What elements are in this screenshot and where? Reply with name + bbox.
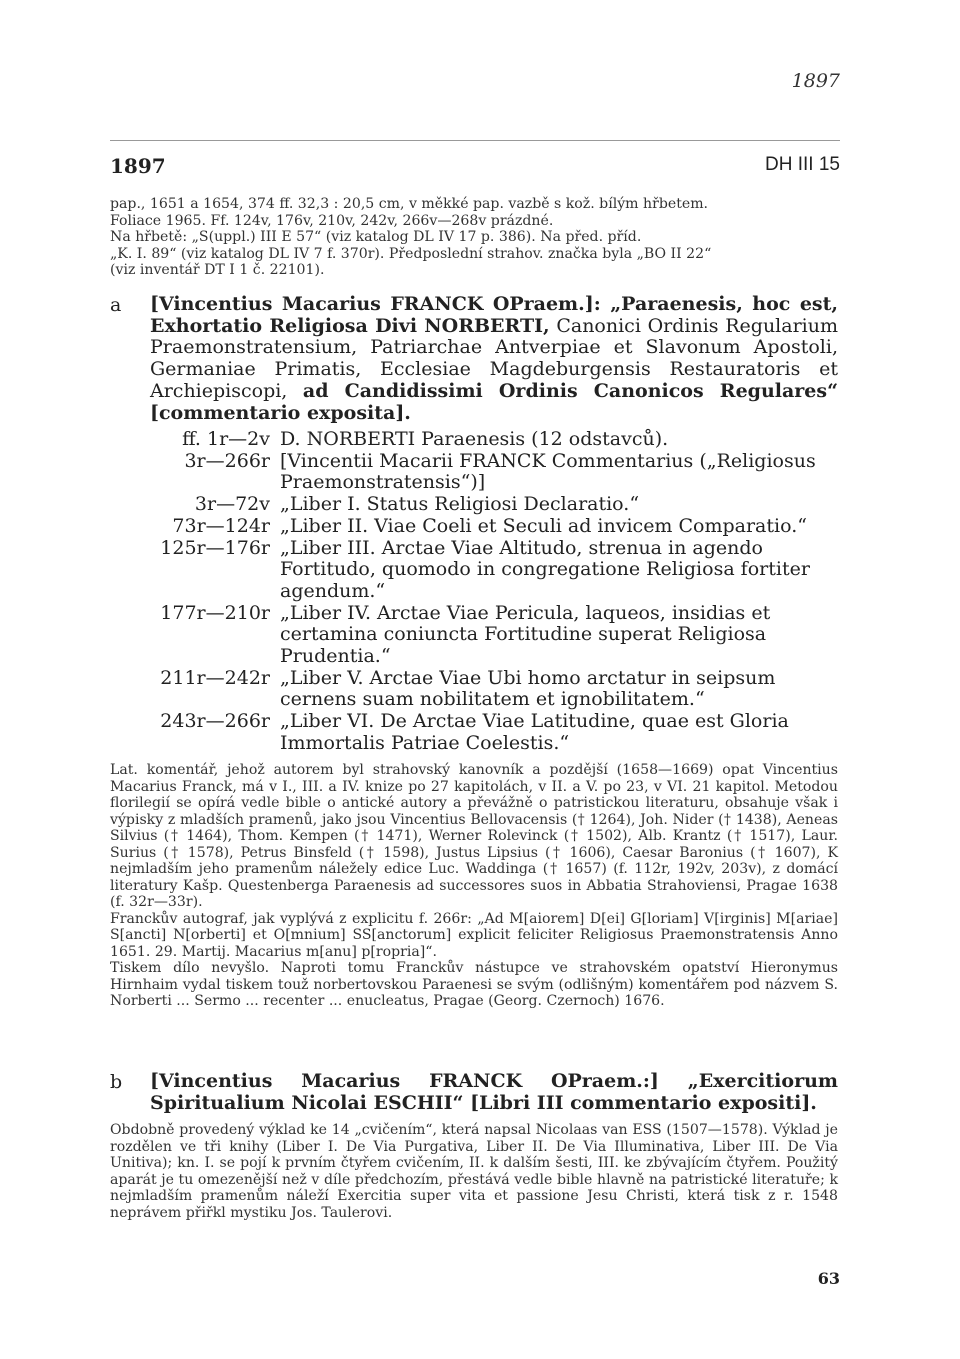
folio-desc: „Liber III. Arctae Viae Altitudo, strenua in agendo Fortitudo, quomodo in congregatione Religiosa fortiter agendum.“ [280, 536, 810, 602]
contents-row [150, 603, 840, 668]
folio-desc: „Liber V. Arctae Viae Ubi homo arctatur in seipsum cernens suam nobilitatem et ignobilitatem.“ [280, 666, 776, 711]
entry-label: a [110, 294, 122, 316]
folio-ref: 125r—176r [160, 536, 270, 559]
contents-row [150, 494, 840, 516]
contents-row [150, 711, 840, 754]
description-line: pap., 1651 a 1654, 374 ff. 32,3 : 20,5 cm, v měkké pap. vazbě s kož. bílým hřbetem. [110, 196, 709, 212]
folio-desc: „Liber II. Viae Coeli et Seculi ad invicem Comparatio.“ [280, 514, 807, 537]
title-normal: Canonici Ordinis Regularium Praemonstratensium, Patriarchae Antverpiae et Slavonum Apostoli, Germaniae Primatis, Ecclesiae Magdeburgensis Restauratoris et Archiepiscopi, [150, 314, 838, 402]
entry-b [110, 1071, 838, 1114]
contents-row [150, 429, 840, 451]
note-paragraph: Tiskem dílo nevyšlo. Naproti tomu Franckův nástupce ve strahovském opatství Hieronymus Hirnhaim vydal tiskem touž norbertovskou Paraenesi se svým (odlišným) komentářem pod názvem S. Norberti ... Sermo ... recenter ... enucleatus, Pragae (Georg. Czernoch) 1676. [110, 960, 838, 1009]
entry-a-notes [110, 762, 838, 1010]
folio-ref: 73r—124r [172, 514, 270, 537]
running-head: 1897 [791, 70, 840, 92]
folio-ref: 3r—72v [194, 493, 270, 516]
note-paragraph: Obdobně provedený výklad ke 14 „cvičením“, která napsal Nicolaas van ESS (1507—1578). Výklad je rozdělen ve tři knihy (Liber I. De Via Purgativa, Liber II. De Via Illuminativa, Liber III. De Via Unitiva); kn. I. se pojí k prvním čtyřem cvičením, II. k dalším šesti, III. ke zbývajícím čtyřem. Použitý aparát je tu omezenější než v díle předchozím, přestává vedle bible hlavně na patristické literatuře; k nejmladším pramenům náleží Exercitia super vita et passione Jesu Christi, která tisk z r. 1548 neprávem přiřkl mystiku Jos. Taulerovi. [110, 1122, 838, 1221]
contents-row [150, 516, 840, 538]
folio-ref: 177r—210r [160, 601, 270, 624]
contents-row [150, 538, 840, 603]
contents-list [150, 429, 840, 755]
entry-label: b [110, 1071, 123, 1093]
folio-ref: ff. 1r—2v [182, 428, 270, 450]
description-line: „K. I. 89“ (viz katalog DL IV 7 f. 370r). Předposlední strahov. značka byla „BO II 22“ [110, 245, 712, 262]
folio-desc: „Liber IV. Arctae Viae Pericula, laqueos, insidias et certamina coniuncta Fortitudine superat Religiosa Prudentia.“ [280, 601, 771, 668]
folio-ref: 3r—266r [184, 449, 270, 472]
entry-title [150, 294, 838, 424]
entry-b-note [110, 1122, 838, 1221]
folio-desc: „Liber VI. De Arctae Viae Latitudine, quae est Gloria Immortalis Patriae Coelestis.“ [280, 710, 789, 754]
note-paragraph: Lat. komentář, jehož autorem byl strahovský kanovník a pozdější (1658—1669) opat Vincentius Macarius Franck, má v I., III. a IV. knize po 27 kapitolách, v II. a V. po 23, v VI. 21 kapitol. Metodou florilegií se opírá vedle bible o antické autory a převážně o patristickou literaturu, obsahuje však i výpisky z mladších pramenů, jako jsou Vincentius Bellovacensis († 1264), Joh. Nider († 1438), Aeneas Silvius († 1464), Thom. Kempen († 1471), Werner Rolevinck († 1502), Alb. Krantz († 1517), Laur. Surius († 1578), Petrus Binsfeld († 1598), Justus Lipsius († 1606), Caesar Baronius († 1607), K nejmladším jeho pramenům náležely edice Luc. Waddinga († 1657) (f. 112r, 192v, 203v), z domácí literatury Kašp. Questenberga Paraenesis ad successores suos in Abbatia Strahoviensi, Pragae 1638 (f. 32r—33r). [110, 762, 838, 910]
description-line: Na hřbetě: „S(uppl.) III E 57“ (viz katalog DL IV 17 p. 386). Na před. příd. [110, 229, 642, 245]
title-bold-end: ad Candidissimi Ordinis Canonicos Regulares“ [commentario exposita]. [150, 379, 839, 424]
header-rule [110, 140, 840, 141]
folio-desc: [Vincentii Macarii FRANCK Commentarius („Religiosus Praemonstratensis“)] [280, 449, 816, 494]
contents-row [150, 451, 840, 494]
page-number: 63 [817, 1269, 840, 1288]
folio-ref: 211r—242r [160, 666, 270, 689]
entry-title: [Vincentius Macarius FRANCK OPraem.:] „Exercitiorum Spiritualium Nicolai ESCHII“ [Libri III commentario expositi]. [150, 1070, 838, 1114]
shelf-signature: DH III 15 [765, 154, 840, 175]
description-line: Foliace 1965. Ff. 124v, 176v, 210v, 242v, 266v—268v prázdné. [110, 212, 554, 229]
contents-row [150, 668, 840, 711]
folio-ref: 243r—266r [160, 710, 270, 733]
entry-year: 1897 [110, 154, 166, 178]
folio-desc: „Liber I. Status Religiosi Declaratio.“ [280, 493, 640, 516]
title-bold: [Vincentius Macarius FRANCK OPraem.]: „Paraenesis, hoc est, Exhortatio Religiosa Divi NORBERTI, [150, 293, 838, 337]
note-paragraph: Franckův autograf, jak vyplývá z explicitu f. 266r: „Ad M[aiorem] D[ei] G[loriam] V[irginis] M[ariae] S[ancti] N[orberti] et O[mnium] SS[anctorum] explicit feliciter Religiosus Praemonstratensis Anno 1651. 29. Martij. Macarius m[anu] p[ropria]“. [110, 910, 838, 960]
folio-desc: D. NORBERTI Paraenesis (12 odstavců). [280, 428, 669, 450]
description-line: (viz inventář DT I 1 č. 22101). [110, 262, 325, 278]
physical-description [110, 196, 838, 279]
entry-a [110, 294, 838, 424]
